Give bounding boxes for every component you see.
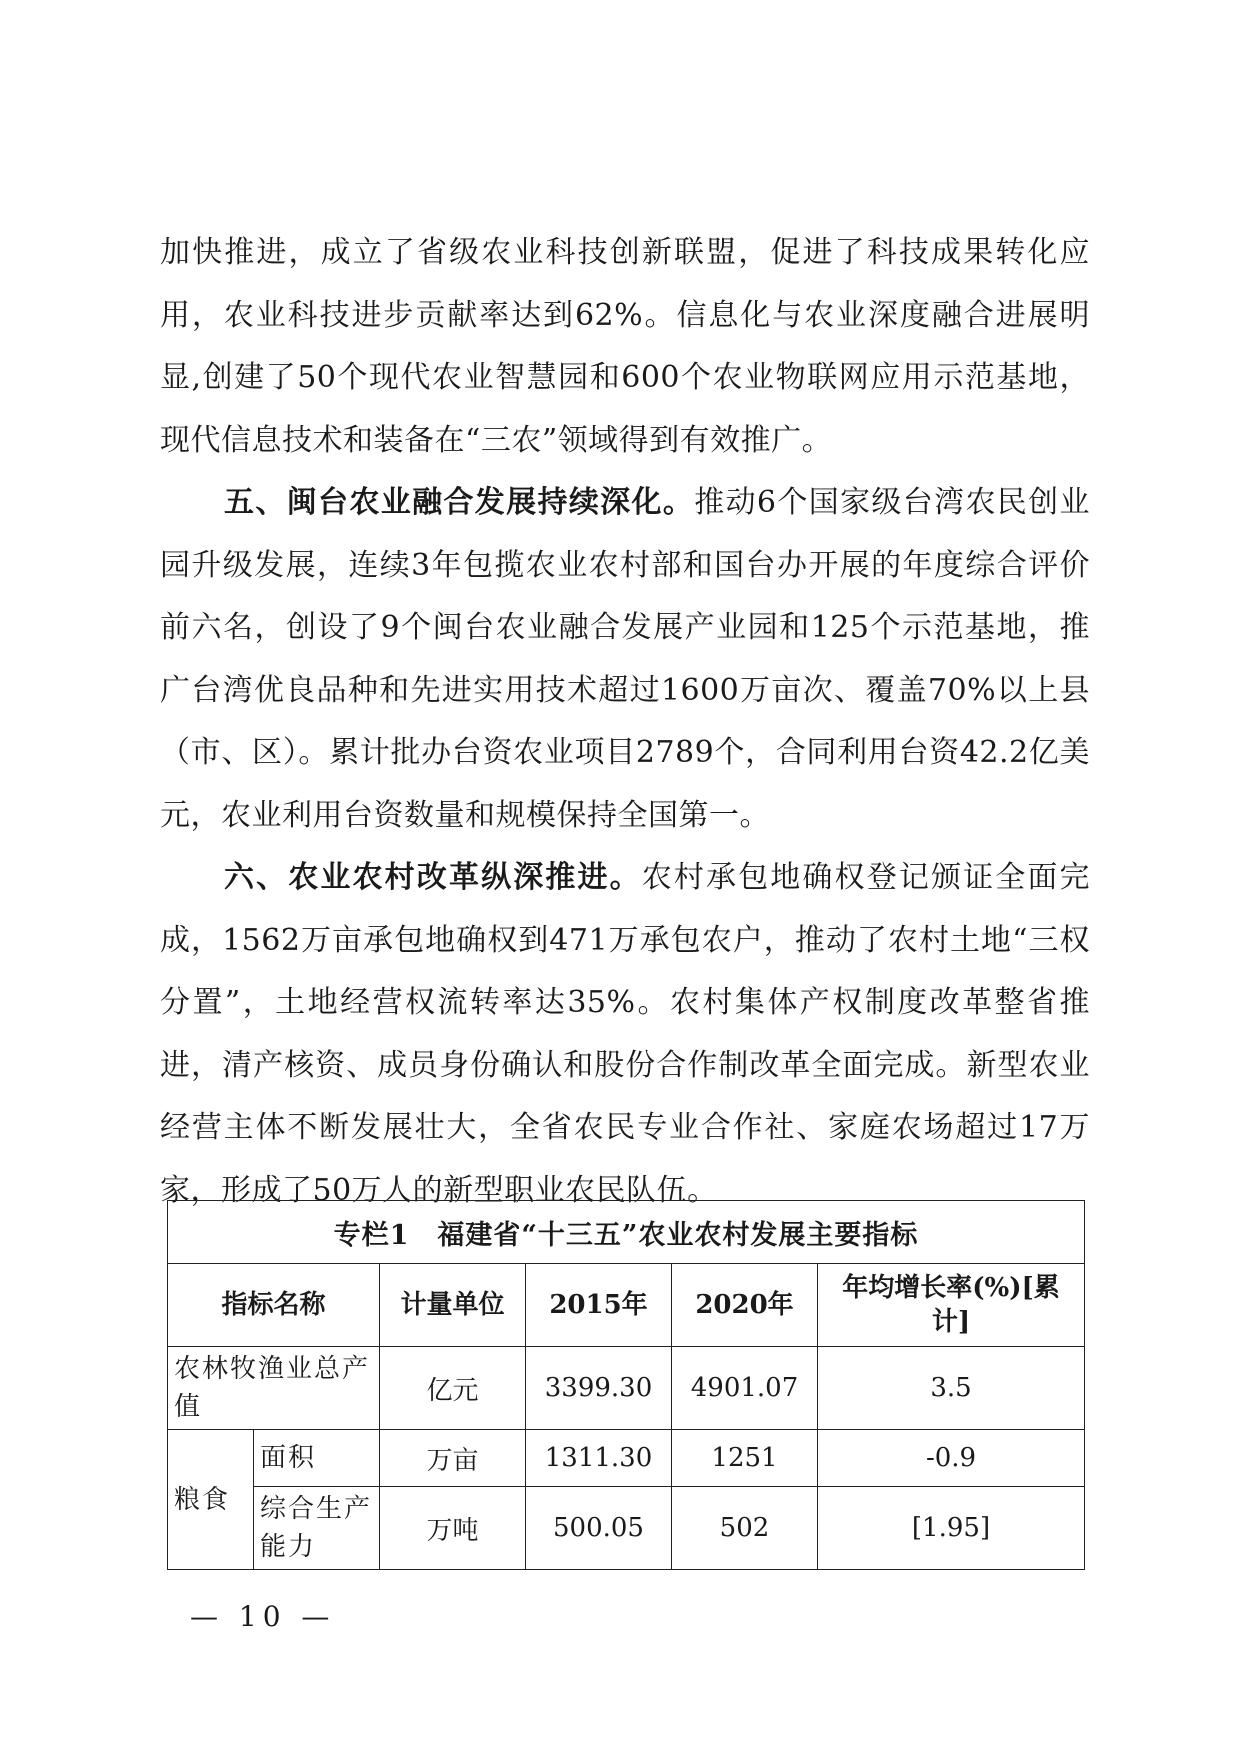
cell-growth: [1.95] [818, 1487, 1085, 1570]
header-2020: 2020年 [672, 1264, 818, 1347]
cell-name: 面积 [254, 1430, 380, 1487]
page-number: — 10 — [190, 1600, 336, 1633]
table-row [168, 1487, 1085, 1570]
cell-unit: 万吨 [380, 1487, 526, 1570]
paragraph-body: 农村承包地确权登记颁证全面完成，1562万亩承包地确权到471万承包农户，推动了农村土地“三权分置”，土地经营权流转率达35%。农村集体产权制度改革整省推进，清产核资、成员身份确认和股份合作制改革全面完成。新型农业经营主体不断发展壮大，全省农民专业合作社、家庭农场超过17万家，形成了50万人的新型职业农民队伍。 [160, 860, 1090, 1208]
indicators-table [167, 1200, 1085, 1570]
cell-unit: 亿元 [380, 1347, 526, 1430]
header-indicator-name: 指标名称 [168, 1264, 380, 1347]
table-row [168, 1430, 1085, 1487]
paragraph-fujian-taiwan [160, 472, 1090, 847]
paragraph-reform [160, 847, 1090, 1222]
cell-2020: 4901.07 [672, 1347, 818, 1430]
header-2015: 2015年 [526, 1264, 672, 1347]
cell-name: 农林牧渔业总产值 [168, 1347, 380, 1430]
cell-2020: 1251 [672, 1430, 818, 1487]
section-heading-six: 六、农业农村改革纵深推进。 [224, 860, 642, 895]
cell-growth: 3.5 [818, 1347, 1085, 1430]
header-unit: 计量单位 [380, 1264, 526, 1347]
cell-name: 综合生产能力 [254, 1487, 380, 1570]
paragraph-body: 推动6个国家级台湾农民创业园升级发展，连续3年包揽农业农村部和国台办开展的年度综合评价前六名，创设了9个闽台农业融合发展产业园和125个示范基地，推广台湾优良品种和先进实用技术超过1600万亩次、覆盖70%以上县（市、区）。累计批办台资农业项目2789个，合同利用台资42.2亿美元，农业利用台资数量和规模保持全国第一。 [160, 485, 1091, 833]
header-growth: 年均增长率(%)[累计] [818, 1264, 1085, 1347]
section-heading-five: 五、闽台农业融合发展持续深化。 [224, 485, 695, 520]
paragraph-tech: 加快推进，成立了省级农业科技创新联盟，促进了科技成果转化应用，农业科技进步贡献率达到62%。信息化与农业深度融合进展明显,创建了50个现代农业智慧园和600个农业物联网应用示范基地，现代信息技术和装备在“三农”领域得到有效推广。 [160, 235, 1090, 458]
cell-growth: -0.9 [818, 1430, 1085, 1487]
cell-group-grain: 粮食 [168, 1430, 254, 1570]
table-row [168, 1347, 1085, 1430]
cell-2015: 1311.30 [526, 1430, 672, 1487]
table-caption: 专栏1 福建省“十三五”农业农村发展主要指标 [168, 1201, 1085, 1264]
cell-2015: 500.05 [526, 1487, 672, 1570]
cell-unit: 万亩 [380, 1430, 526, 1487]
document-body [160, 222, 1090, 1222]
cell-2015: 3399.30 [526, 1347, 672, 1430]
cell-2020: 502 [672, 1487, 818, 1570]
